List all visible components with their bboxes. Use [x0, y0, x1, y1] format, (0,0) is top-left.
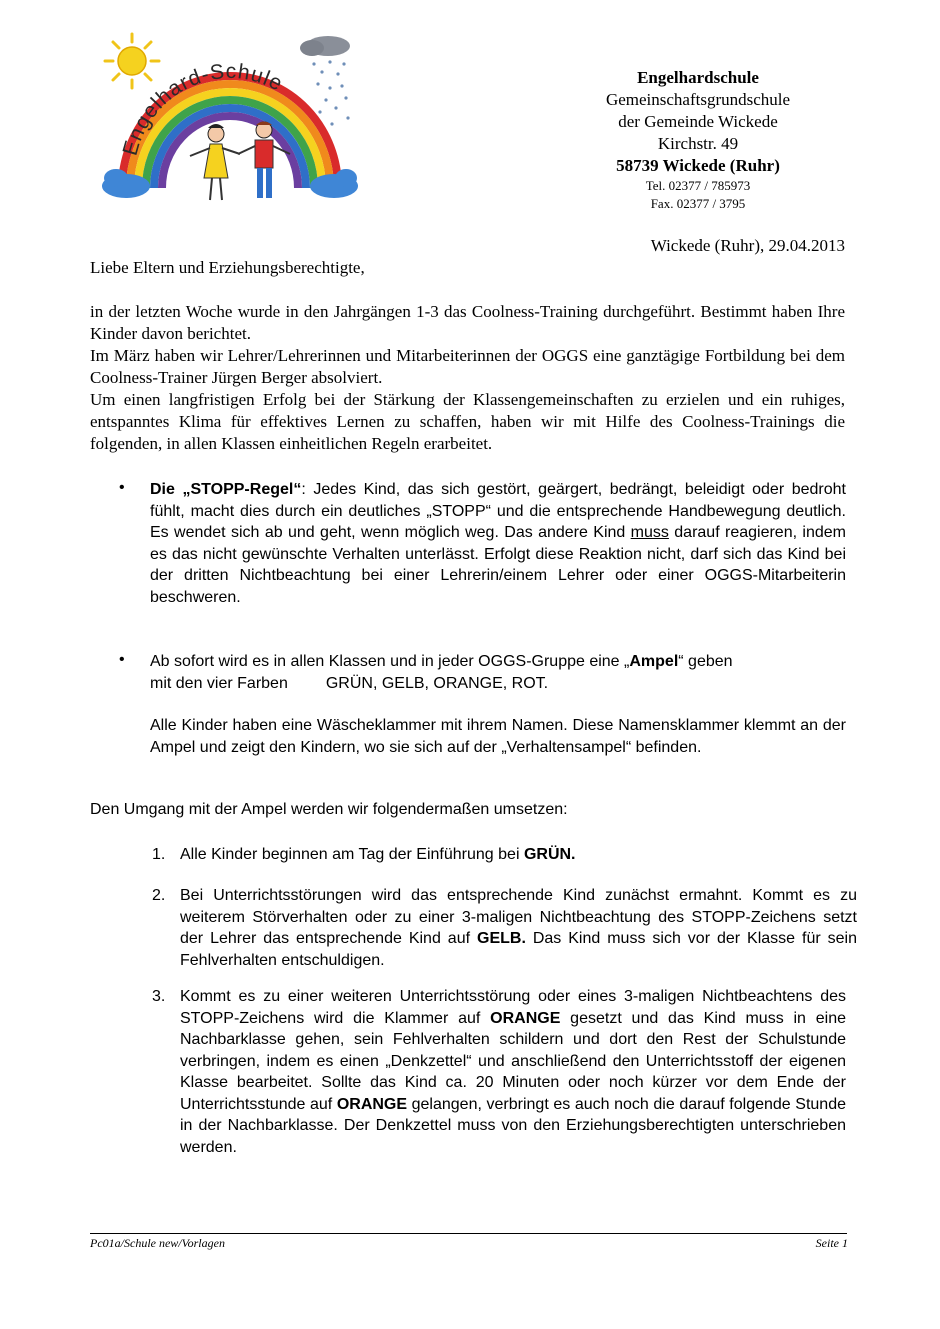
school-logo — [100, 28, 360, 214]
footer-path: Pc01a/Schule new/Vorlagen — [90, 1236, 225, 1250]
list-number: 2. — [152, 887, 166, 904]
school-address — [560, 67, 836, 213]
school-type: Gemeinschaftsgrundschule — [605, 90, 791, 109]
bullet-icon: • — [119, 479, 125, 496]
ampel-rule-text — [150, 651, 846, 673]
intro-paragraph: Im März haben wir Lehrer/Lehrerinnen und Mitarbeiterinnen der OGGS eine ganztägige Fortbildung bei dem Coolness-Trainer Jürgen Berger absolviert. — [90, 346, 845, 387]
stopp-rule — [150, 479, 846, 608]
clothespin-text: Alle Kinder haben eine Wäscheklammer mit ihrem Namen. Diese Namensklammer klemmt an der Ampel und zeigt den Kindern, wo sie sich auf der „Verhaltensampel“ befinden. — [150, 717, 846, 756]
ampel-colors: GRÜN, GELB, ORANGE, ROT. — [325, 674, 549, 692]
intro-text — [90, 301, 845, 455]
ampel-colors-intro: mit den vier Farben — [150, 674, 288, 692]
school-name: Engelhardschule — [637, 68, 759, 87]
girl-figure-icon — [190, 124, 240, 200]
salutation: Liebe Eltern und Erziehungsberechtigte, — [90, 258, 365, 277]
list-item-text: Alle Kinder beginnen am Tag der Einführung bei — [180, 846, 524, 863]
list-number: 3. — [152, 988, 166, 1005]
list-item-text: gesetzt und das Kind muss in eine Nachbarklasse gehen, sein Fehlverhalten schildern und dort den Rest der Schulstunde verbringen, indem es einen „Denkzettel“ und anschließend den Unterrichtsstoff der eigenen Klasse bearbeitet. Sollte das Kind ca. 20 Minuten oder noch kürzer vor dem Ende der Unterrichtsstunde auf — [180, 1009, 847, 1113]
footer-divider — [90, 1233, 847, 1234]
school-municipality: der Gemeinde Wickede — [618, 112, 778, 131]
school-phone: Tel. 02377 / 785973 — [645, 178, 751, 193]
emphasis-muss: muss — [630, 524, 669, 541]
page-number: Seite 1 — [815, 1236, 848, 1250]
bullet-icon: • — [119, 651, 125, 668]
clothespin-info — [150, 715, 846, 758]
ampel-colors-line — [150, 673, 846, 695]
stopp-rule-part: darauf reagieren, indem es das nicht gewünschte Verhalten unterlässt. Erfolgt diese Reaktion nicht, darf sich das Kind bei der dritten Nichtbeachtung bei einer Lehrerin/einem Lehrer oder einer OGGS-Mitarbeiterin beschweren. — [150, 524, 846, 606]
list-item-text: Bei Unterrichtsstörungen wird das entsprechende Kind zunächst ermahnt. Kommt es zu weiterem Störverhalten oder zu einer 3-maligen Nichtbeachtung des STOPP-Zeichens setzt der Lehrer das entsprechende Kind auf — [180, 887, 857, 947]
ampel-rule-part: Ab sofort wird es in allen Klassen und in jeder OGGS-Gruppe eine „ — [150, 653, 630, 670]
umgang-heading: Den Umgang mit der Ampel werden wir folgendermaßen umsetzen: — [90, 801, 568, 818]
stopp-rule-text — [150, 479, 846, 608]
list-item — [180, 885, 857, 971]
list-item-text: gelangen, verbringt es auch noch die darauf folgende Stunde in der Nachbarklasse. Der Denkzettel muss von den Erziehungsberechtigten unterschrieben werden. — [180, 1095, 846, 1156]
ampel-rule — [150, 651, 846, 694]
list-item — [180, 844, 857, 866]
stopp-rule-part: : Jedes Kind, das sich gestört, geärgert, bedrängt, beleidigt oder bedroht fühlt, macht dies durch ein deutliches „STOPP“ und die entsprechende Handbewegung deutlich. Es wendet sich ab und geht, wenn möglich weg. Das andere Kind — [150, 481, 847, 541]
color-green: GRÜN. — [523, 846, 576, 863]
sun-icon — [105, 34, 159, 88]
color-orange: ORANGE — [336, 1095, 408, 1113]
list-item-text: Kommt es zu einer weiteren Unterrichtsstörung oder eines 3-maligen Nichtbeachtens des STOPP-Zeichens wird die Klammer auf — [180, 988, 846, 1027]
stopp-rule-title: Die „STOPP-Regel“ — [150, 481, 302, 498]
ampel-keyword: Ampel — [629, 653, 679, 670]
ampel-rule-part: “ geben — [678, 653, 733, 670]
logo-text: Engelhard-Schule — [118, 59, 287, 159]
school-city: 58739 Wickede (Ruhr) — [616, 156, 780, 175]
list-item — [180, 986, 846, 1158]
intro-paragraph: in der letzten Woche wurde in den Jahrgängen 1-3 das Coolness-Training durchgeführt. Bestimmt haben Ihre Kinder davon berichtet. — [90, 302, 845, 343]
school-street: Kirchstr. 49 — [657, 134, 739, 153]
color-yellow: GELB. — [477, 930, 526, 947]
school-fax: Fax. 02377 / 3795 — [650, 196, 746, 211]
list-item-text: Das Kind muss sich vor der Klasse für sein Fehlverhalten entschuldigen. — [180, 930, 858, 969]
color-orange: ORANGE — [490, 1009, 561, 1027]
list-number: 1. — [152, 846, 166, 863]
intro-paragraph: Um einen langfristigen Erfolg bei der Stärkung der Klassengemeinschaften zu erzielen und ein ruhiges, entspanntes Klima für effektives Lernen zu schaffen, haben wir mit Hilfe des Coolness-Trainings die folgenden, in allen Klassen einheitlichen Regeln erarbeitet. — [90, 390, 845, 453]
rainbow-drawing — [100, 28, 360, 214]
letter-date: Wickede (Ruhr), 29.04.2013 — [650, 236, 845, 255]
